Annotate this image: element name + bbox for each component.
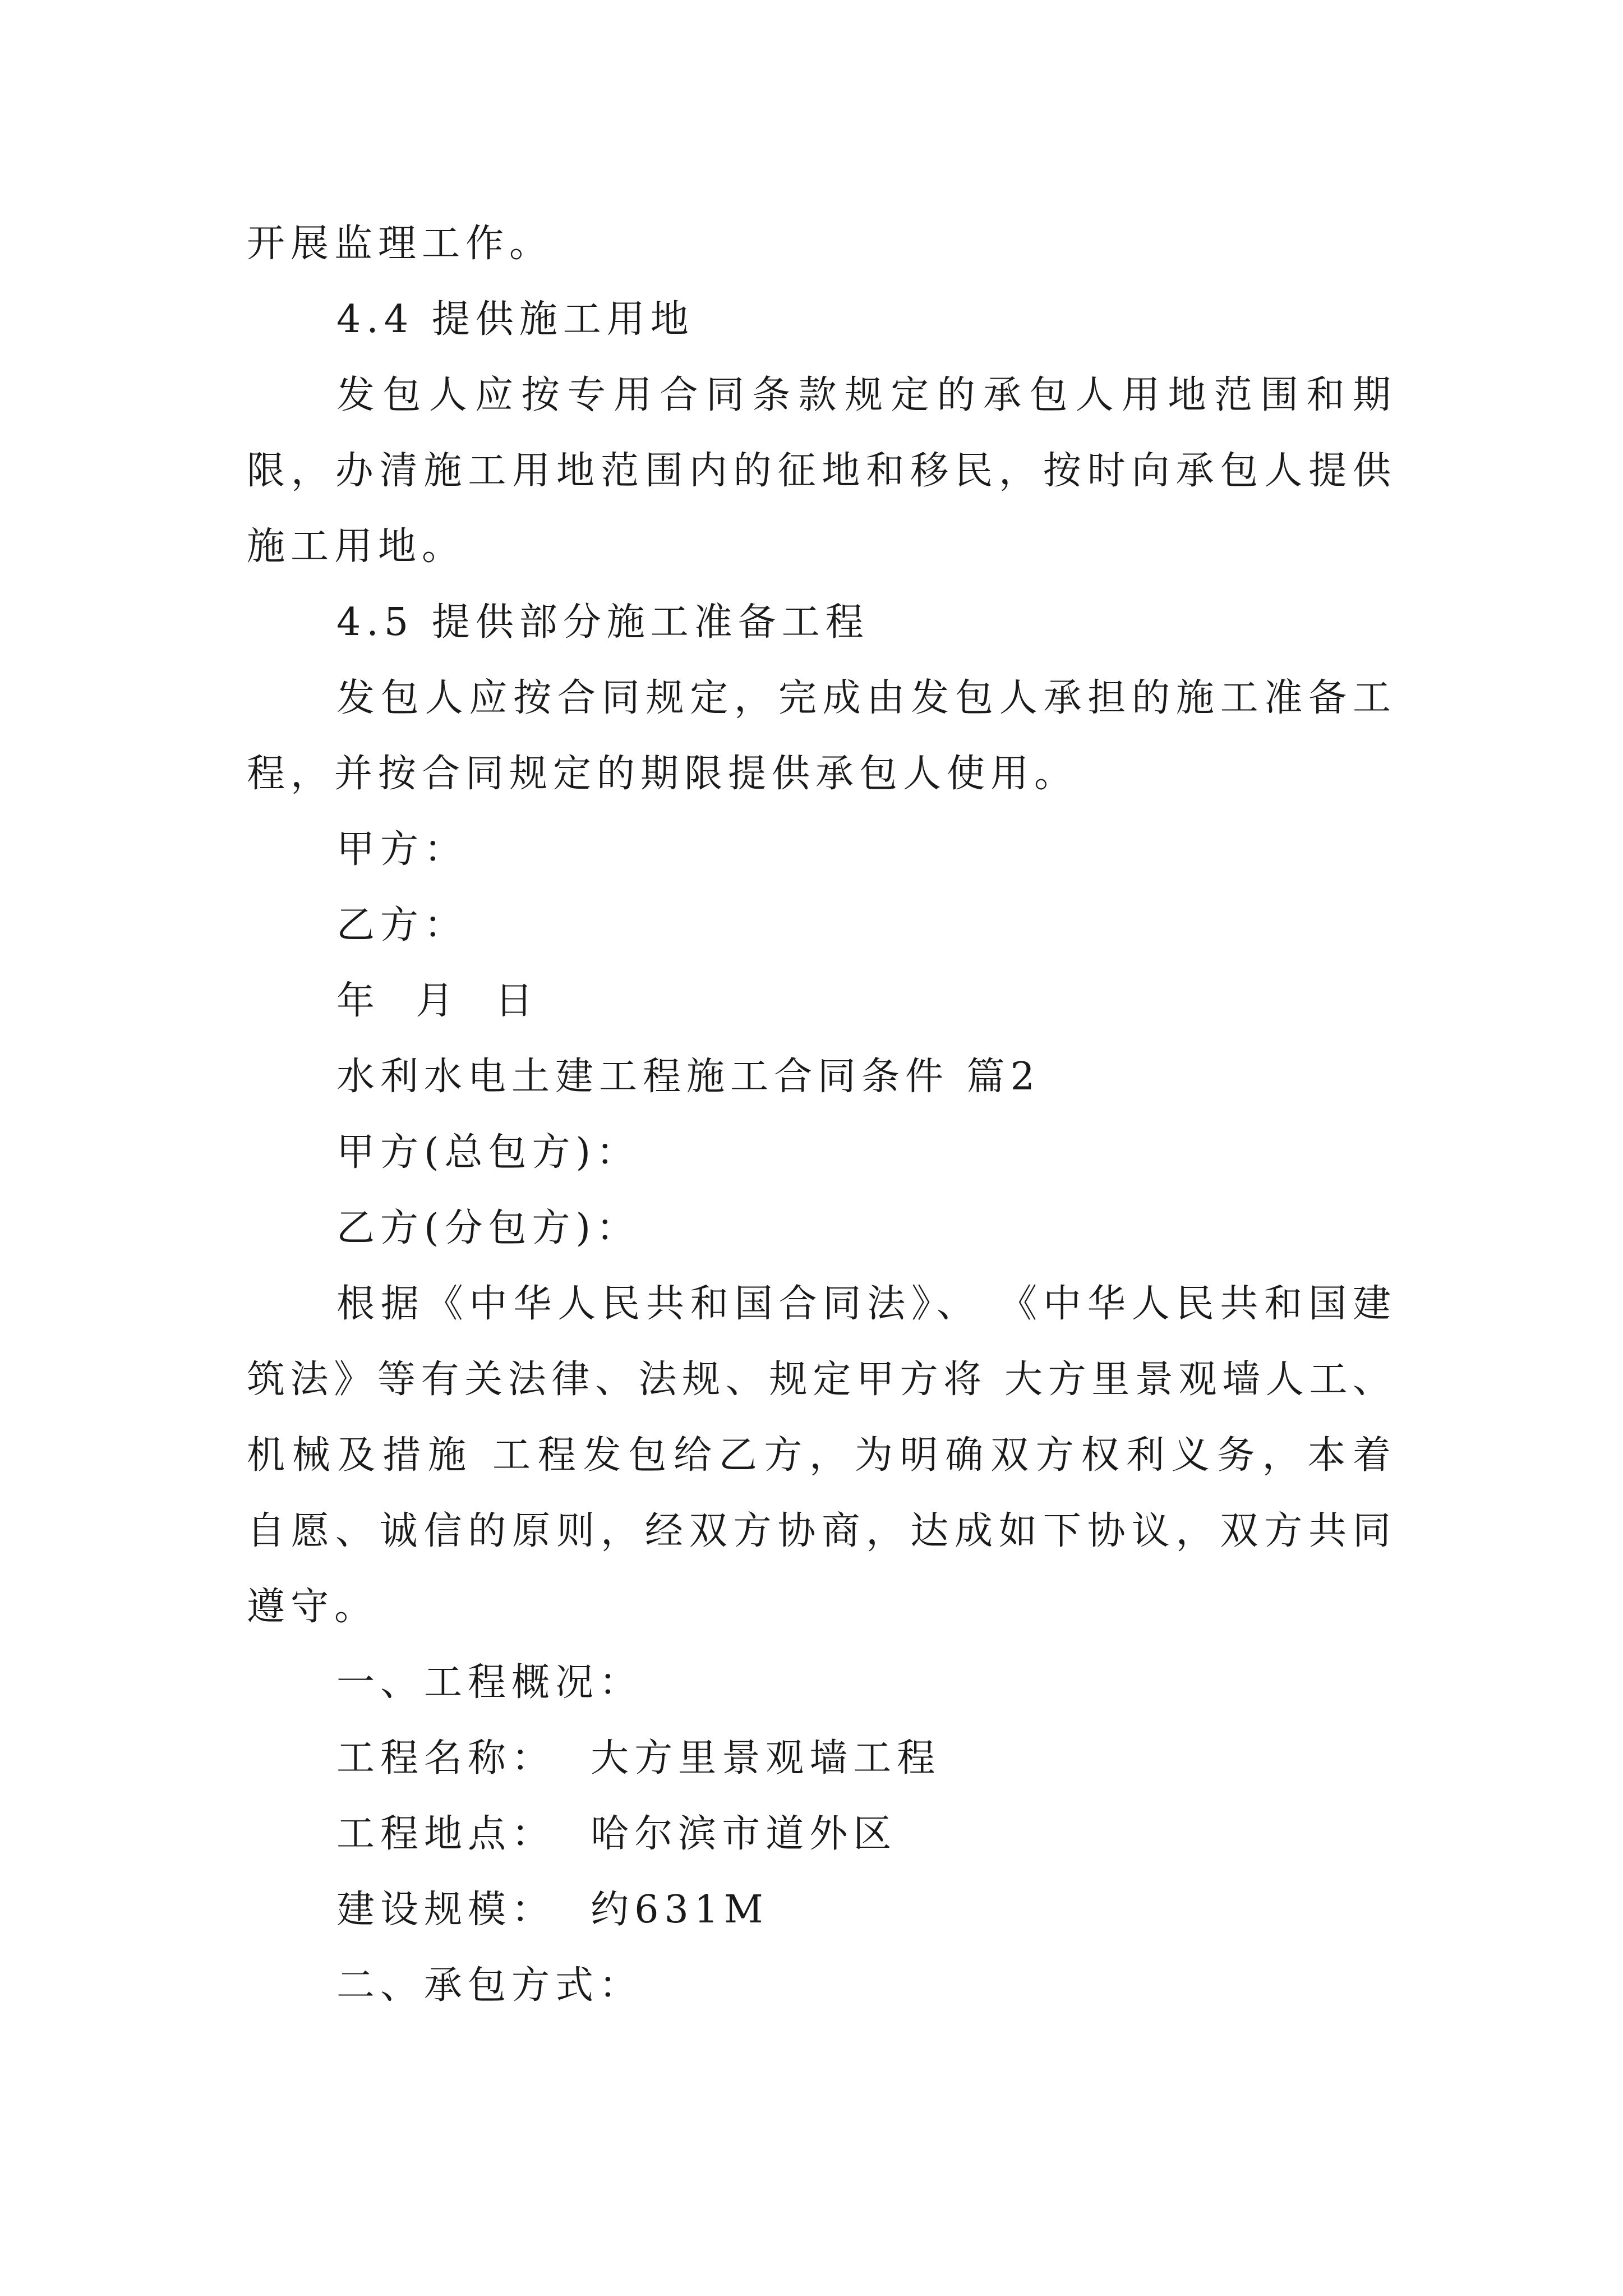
- text-line: 开展监理工作。: [247, 222, 554, 266]
- text-line: 限，办清施工用地范围内的征地和移民，按时向承包人提供: [247, 449, 1391, 493]
- project-name: 工程名称： 大方里景观墙工程: [336, 1736, 941, 1780]
- text-line: 自愿、诚信的原则，经双方协商，达成如下协议，双方共同: [247, 1509, 1391, 1553]
- project-location: 工程地点： 哈尔滨市道外区: [336, 1812, 897, 1856]
- section-heading: 4.5 提供部分施工准备工程: [336, 600, 869, 645]
- text-line: 发包人应按合同规定，完成由发包人承担的施工准备工: [336, 676, 1391, 720]
- section-heading: 4.4 提供施工用地: [336, 297, 694, 342]
- text-line: 筑法》等有关法律、法规、规定甲方将 大方里景观墙人工、: [247, 1358, 1391, 1402]
- text-line: 施工用地。: [247, 524, 466, 569]
- party-b-label: 乙方(分包方)：: [336, 1206, 640, 1250]
- party-b-label: 乙方：: [336, 903, 468, 947]
- party-a-label: 甲方：: [336, 827, 468, 872]
- project-scale: 建设规模： 约631M: [336, 1888, 769, 1932]
- section-heading: 一、工程概况：: [336, 1660, 643, 1705]
- text-line: 遵守。: [247, 1585, 379, 1629]
- text-line: 发包人应按专用合同条款规定的承包人用地范围和期: [336, 373, 1391, 417]
- section-heading: 二、承包方式：: [336, 1963, 643, 2008]
- party-a-label: 甲方(总包方)：: [336, 1130, 640, 1175]
- date-line: 年 月 日: [336, 979, 539, 1023]
- text-line: 机械及措施 工程发包给乙方，为明确双方权利义务，本着: [247, 1433, 1391, 1478]
- text-line: 程，并按合同规定的期限提供承包人使用。: [247, 752, 1078, 796]
- document-title: 水利水电土建工程施工合同条件 篇2: [336, 1055, 1040, 1099]
- text-line: 根据《中华人民共和国合同法》、 《中华人民共和国建: [336, 1282, 1391, 1326]
